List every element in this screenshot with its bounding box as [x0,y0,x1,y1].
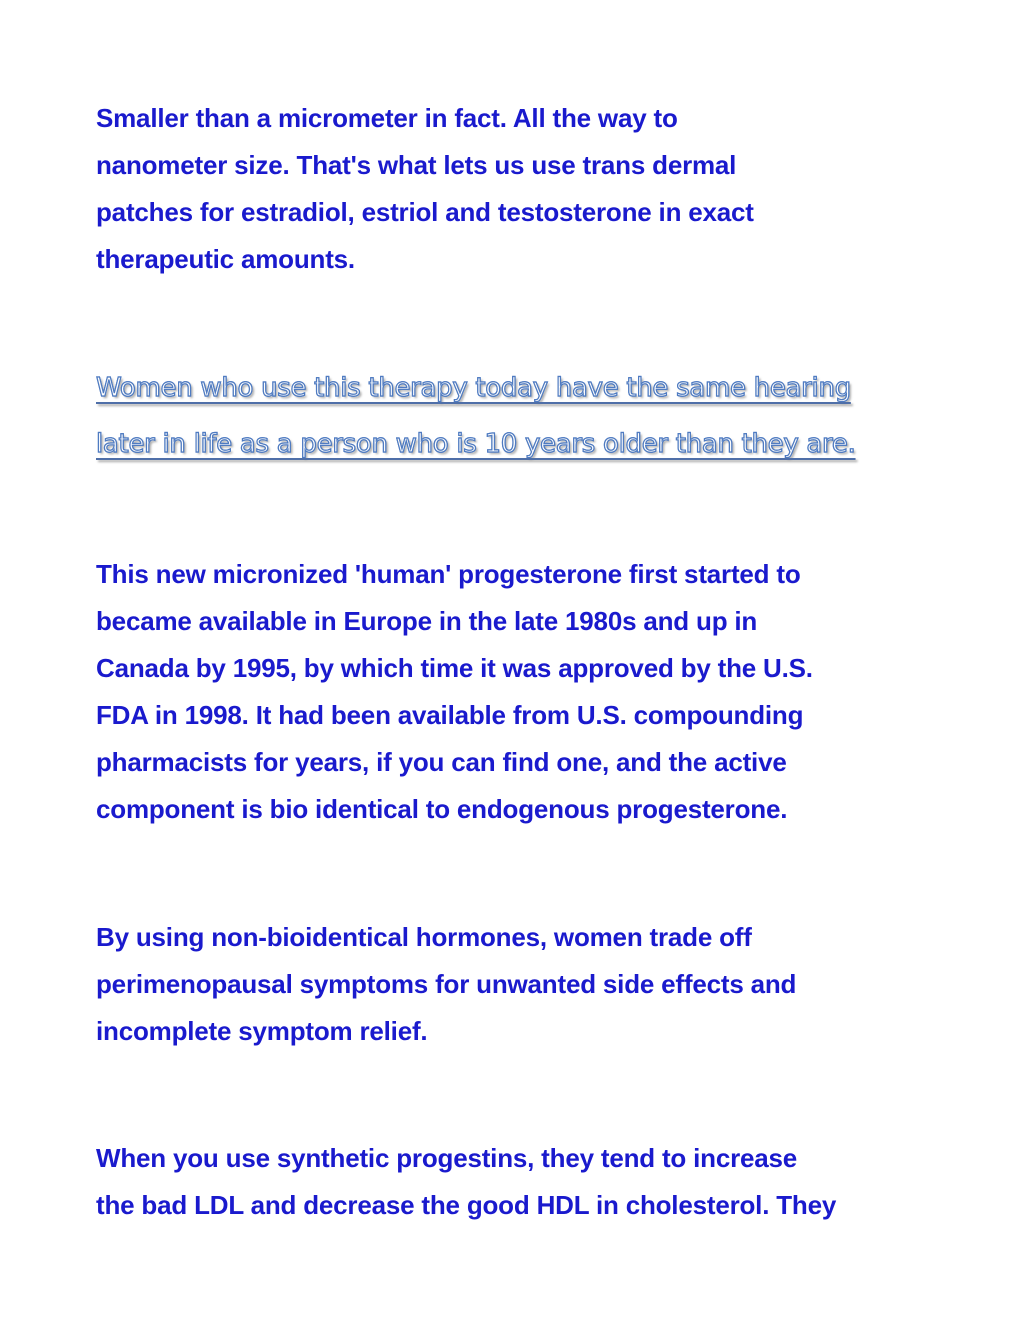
heading-link-line[interactable]: later in life as a person who is 10 years older than they are. [96,429,856,459]
heading-link-line[interactable]: Women who use this therapy today have the same hearing [96,373,851,403]
text-line: incomplete symptom relief. [96,1016,428,1046]
text-line: Smaller than a micrometer in fact. All the way to [96,103,678,133]
text-line: patches for estradiol, estriol and testosterone in exact [96,197,754,227]
text-line: the bad LDL and decrease the good HDL in cholesterol. They [96,1190,837,1220]
text-line: By using non-bioidentical hormones, women trade off [96,922,752,952]
text-line: This new micronized 'human' progesterone first started to [96,559,801,589]
paragraph-nanometer-patches [96,95,946,283]
paragraph-micronized-progesterone [96,551,946,833]
paragraph-synthetic-progestins [96,1135,946,1229]
text-line: component is bio identical to endogenous progesterone. [96,794,788,824]
text-line: therapeutic amounts. [96,244,355,274]
text-line: When you use synthetic progestins, they tend to increase [96,1143,798,1173]
hearing-therapy-heading-link[interactable] [96,360,926,472]
text-line: FDA in 1998. It had been available from U.S. compounding [96,700,804,730]
text-line: Canada by 1995, by which time it was approved by the U.S. [96,653,813,683]
text-line: became available in Europe in the late 1980s and up in [96,606,758,636]
text-line: perimenopausal symptoms for unwanted side effects and [96,969,797,999]
text-line: nanometer size. That's what lets us use trans dermal [96,150,737,180]
text-line: pharmacists for years, if you can find one, and the active [96,747,787,777]
paragraph-non-bioidentical-hormones [96,914,946,1055]
